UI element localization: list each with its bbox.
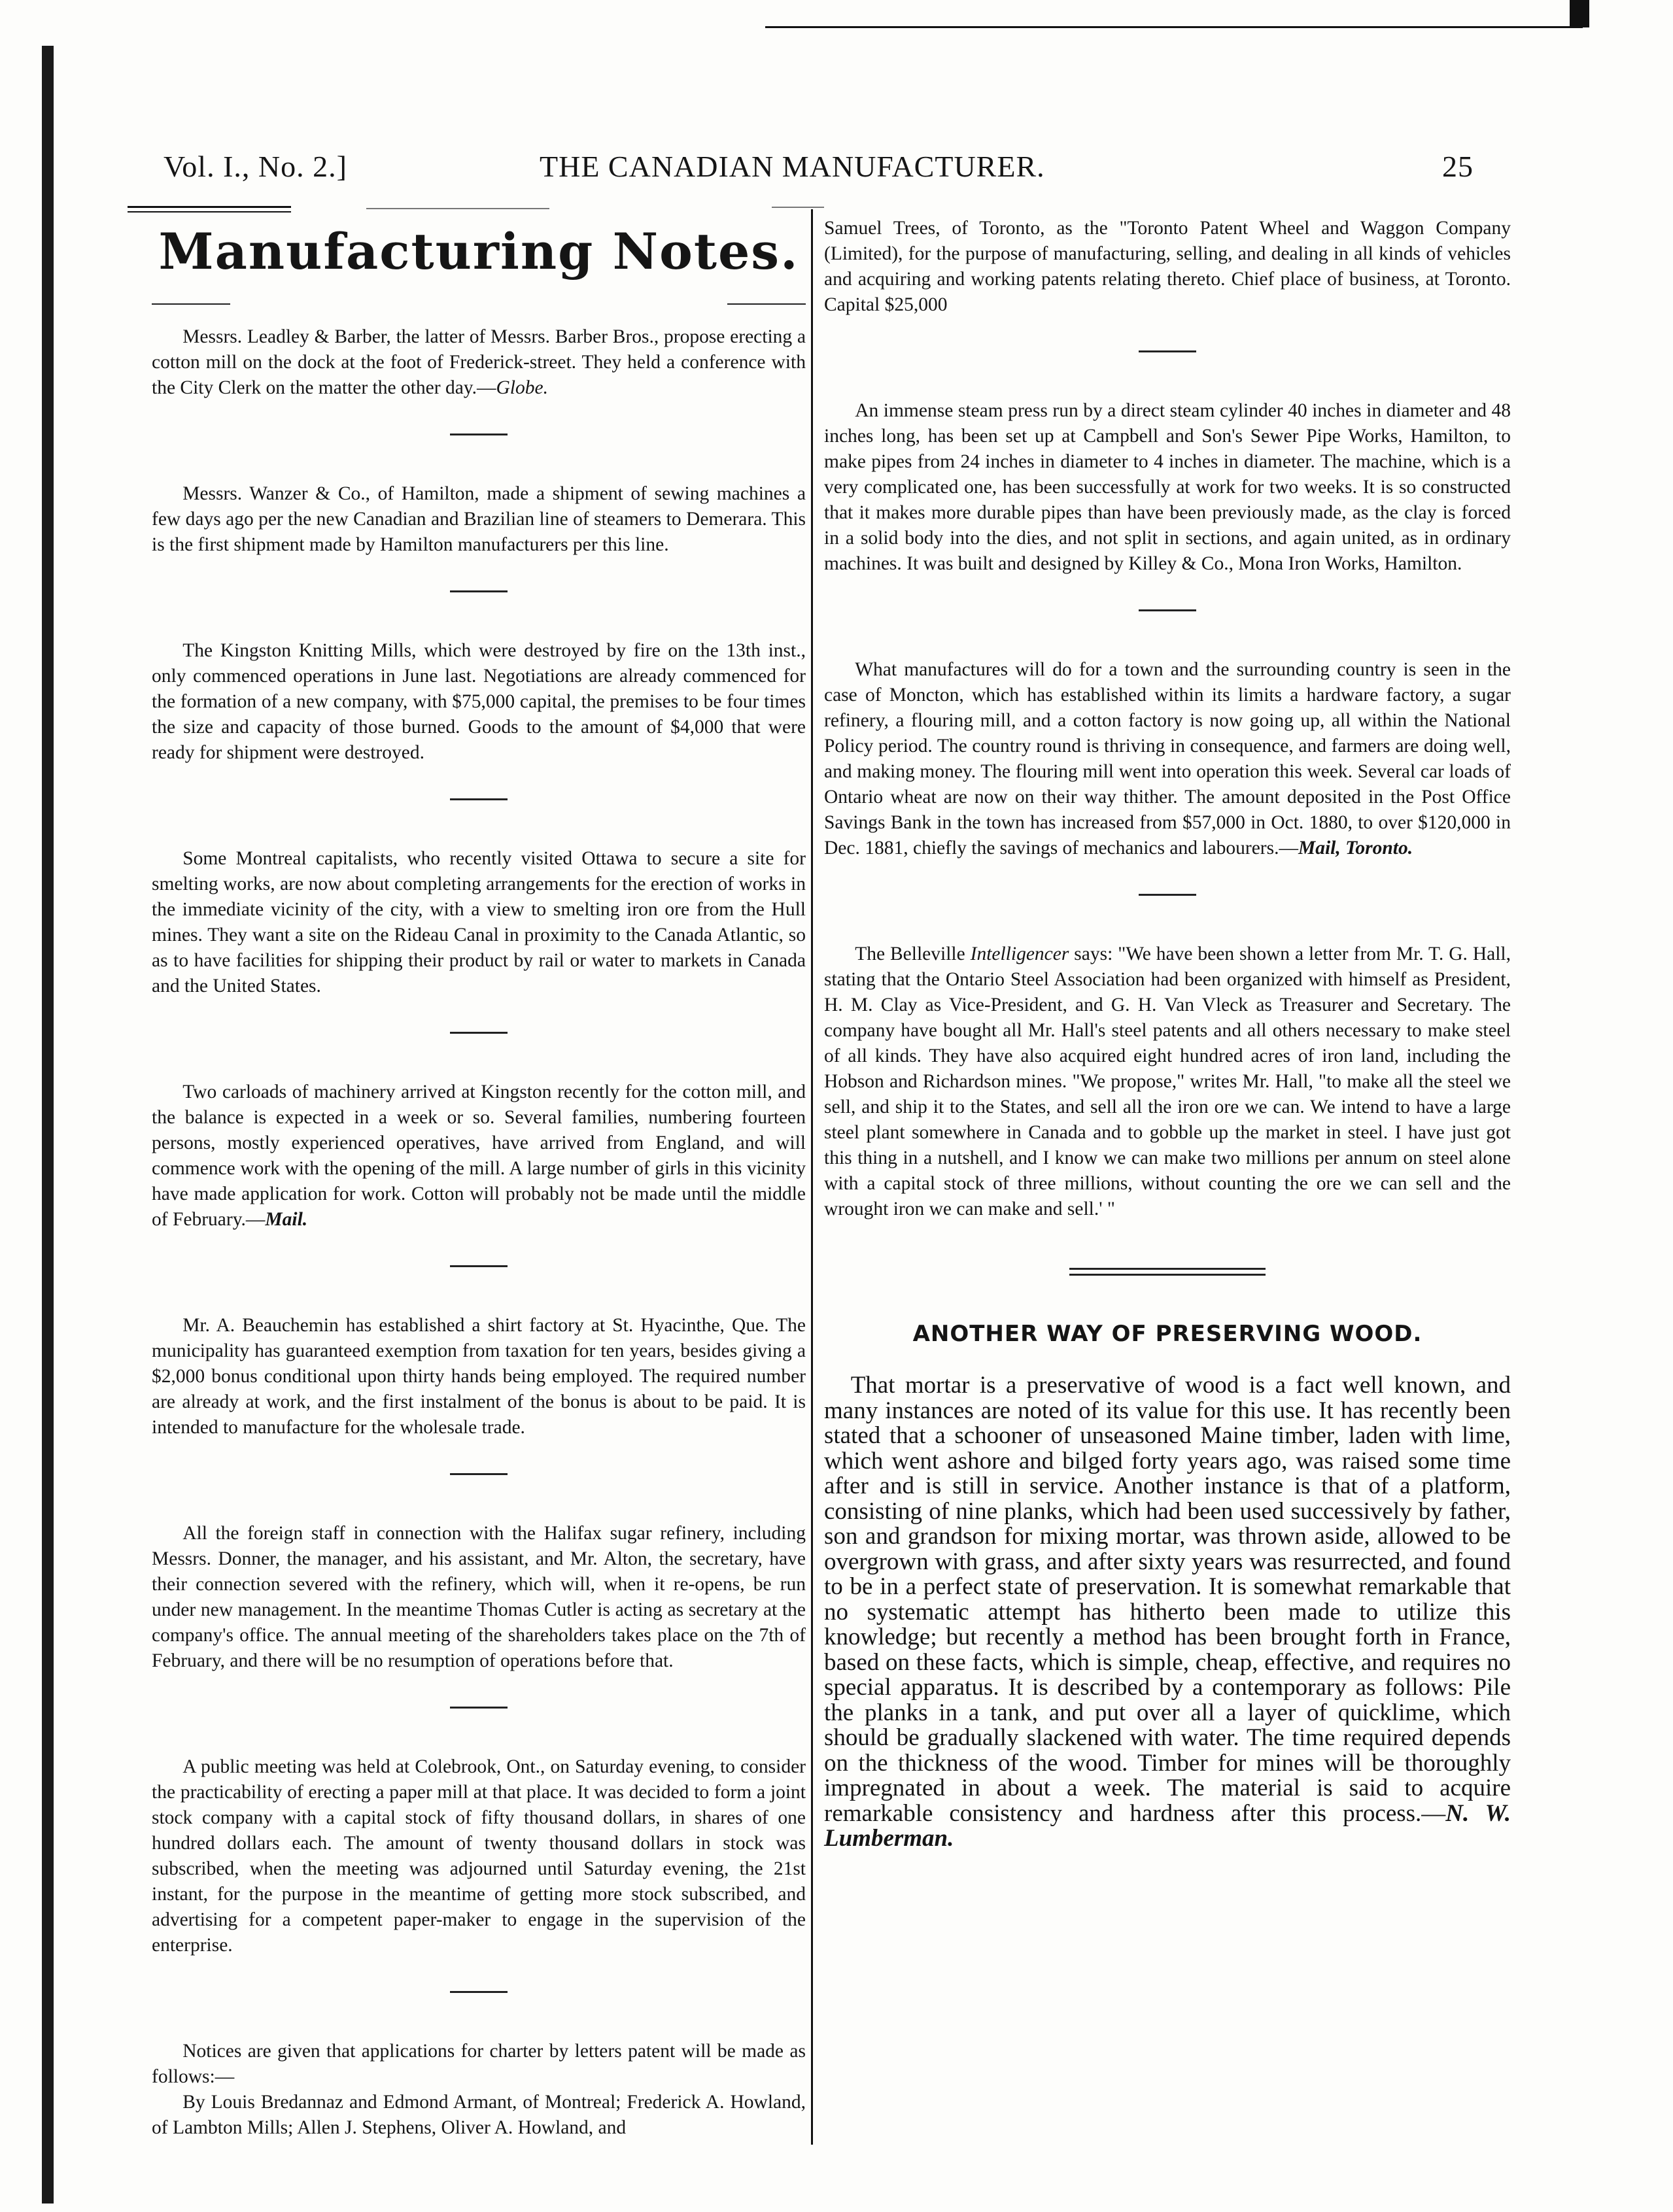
note-kingston-knitting: The Kingston Knitting Mills, which were destroyed by fire on the 13th inst., only commenced operations in June last. Negotiations are already commenced for the formation of a new company, with $75,000 capital, the premises to be four times the size and capacity of those burned. Goods to the amount of $4,000 that were ready for shipment were destroyed. — [152, 640, 806, 763]
separator — [450, 1032, 508, 1034]
separator — [450, 590, 508, 592]
note-charter-notices: Notices are given that applications for charter by letters patent will be made as follows:— — [152, 2041, 806, 2087]
header-title: THE CANADIAN MANUFACTURER. — [540, 150, 1045, 183]
top-right-mark — [1570, 0, 1589, 27]
separator — [1139, 894, 1196, 896]
left-margin-bar — [42, 46, 54, 2203]
note-charter-continued: Samuel Trees, of Toronto, as the "Toronto Patent Wheel and Waggon Company (Limited), for the purpose of manufacturing, selling, and dealing in all kinds of vehicles and acquiring and working patents relating thereto. Chief place of business, at Toronto. Capital $25,000 — [824, 218, 1511, 315]
left-column — [152, 196, 806, 2141]
separator — [450, 1991, 508, 1993]
header-page-number: 25 — [1442, 150, 1474, 183]
note-halifax-refinery: All the foreign staff in connection with the Halifax sugar refinery, including Messrs. Donner, the manager, and his assistant, and Mr. Alton, the secretary, have their connection severed with the refinery, which will, when it re-opens, be run under new management. In the meantime Thomas Cutler is acting as secretary at the company's office. The annual meeting of the shareholders takes place on the 7th of February, and there will be no resumption of operations before that. — [152, 1523, 806, 1671]
separator — [450, 1707, 508, 1709]
note-moncton: What manufactures will do for a town and the surrounding country is seen in the case of Moncton, which has established within its limits a hardware factory, a sugar refinery, a flouring mill, and a cotton factory is now going up, all within the National Policy period. The country round is thriving in consequence, and farmers are doing well, and making money. The flouring mill went into operation this week. Several car loads of Ontario wheat are now on their way thither. The amount deposited in the Post Office Savings Bank in the town has increased from $57,000 in Oct. 1880, to over $120,000 in Dec. 1881, chiefly the savings of mechanics and labourers.—Mail, Toronto. — [824, 659, 1511, 859]
note-steam-press: An immense steam press run by a direct steam cylinder 40 inches in diameter and 48 inches long, has been set up at Campbell and Son's Sewer Pipe Works, Hamilton, to make pipes from 24 inches in diameter to 4 inches in diameter. The machine, which is a very complicated one, has been successfully at work for two weeks. It is so constructed that it makes more durable pipes than have been previously made, as the clay is forced in a solid body into the dies, and not split in sections, and again united, as in ordinary machines. It was built and designed by Killey & Co., Mona Iron Works, Hamilton. — [824, 400, 1511, 574]
note-charter-applicants: By Louis Bredannaz and Edmond Armant, of Montreal; Frederick A. Howland, of Lambton Mills; Allen J. Stephens, Oliver A. Howland, and — [152, 2092, 806, 2138]
note-leadley-barber: Messrs. Leadley & Barber, the latter of Messrs. Barber Bros., propose erecting a cotton mill on the dock at the foot of Frederick-street. They held a conference with the City Clerk on the matter the other day.—Globe. — [152, 326, 806, 398]
article-title: ANOTHER WAY OF PRESERVING WOOD. — [912, 1321, 1423, 1347]
section-title: Manufacturing Notes. — [158, 222, 799, 281]
separator — [450, 1265, 508, 1267]
separator — [450, 798, 508, 800]
separator — [450, 1473, 508, 1475]
column-divider — [811, 209, 813, 2145]
note-belleville-steel: The Belleville Intelligencer says: "We have been shown a letter from Mr. T. G. Hall, stating that the Ontario Steel Association had been organized with himself as President, H. M. Clay as Vice-President, and G. H. Van Vleck as Treasurer and Secretary. The company have bought all Mr. Hall's steel patents and all others necessary to make steel of all kinds. They have also acquired eight hundred acres of iron land, including the Hobson and Richardson mines. "We propose," writes Mr. Hall, "to make all the steel we sell, and ship it to the States, and sell all the iron ore we can. We intend to have a large steel plant somewhere in Canada and to gobble up the market in steel. I have just got this thing in a nutshell, and I know we can make two millions per annum on steel alone with a capital stock of three millions, without counting the ore we can sell and the wrought iron we can make and sell.' " — [824, 944, 1511, 1219]
note-montreal-smelting: Some Montreal capitalists, who recently visited Ottawa to secure a site for smelting works, are now about completing arrangements for the erection of works in the immediate vicinity of the city, with a view to smelting iron ore from the Hull mines. They want a site on the Rideau Canal in proximity to the Canada Atlantic, so as to have facilities for shipping their product by rail or water to markets in Canada and the United States. — [152, 848, 806, 996]
double-separator — [1069, 1268, 1266, 1276]
right-column — [824, 216, 1511, 1852]
separator — [1139, 350, 1196, 352]
article-body: That mortar is a preservative of wood is a fact well known, and many instances are noted of its value for this use. It has recently been stated that a schooner of unseasoned Maine timber, laden with lime, which went ashore and bilged forty years ago, was raised some time after and is still in service. Another instance is that of a platform, consisting of nine planks, which had been used successively by father, son and grandson for mixing mortar, was thrown aside, allowed to be overgrown with grass, and after sixty years was resurrected, and found to be in a perfect state of preservation. It is somewhat remarkable that no systematic attempt has hitherto been made to utilize this knowledge; but recently a method has been brought forth in France, based on these facts, which is simple, cheap, effective, and requires no special apparatus. It is described by a contemporary as follows: Pile the planks in a tank, and put over all a layer of quicklime, which should be gradually slackened with water. The time required depends on the thickness of the wood. Timber for mines will be thoroughly impregnated in about a week. The material is said to acquire remarkable consistency and hardness after this process.—N. W. Lumberman. — [824, 1372, 1511, 1852]
note-kingston-cotton: Two carloads of machinery arrived at Kingston recently for the cotton mill, and the balance is expected in a week or so. Several families, numbering fourteen persons, mostly experienced operatives, have arrived from England, and will commence work with the opening of the mill. A large number of girls in this vicinity have made application for work. Cotton will probably not be made until the middle of February.—Mail. — [152, 1081, 806, 1230]
note-wanzer: Messrs. Wanzer & Co., of Hamilton, made a shipment of sewing machines a few days ago per the new Canadian and Brazilian line of steamers to Demerara. This is the first shipment made by Hamilton manufacturers per this line. — [152, 483, 806, 555]
header-volume: Vol. I., No. 2.] — [164, 150, 347, 183]
top-edge-rule — [765, 26, 1583, 28]
separator — [450, 434, 508, 435]
note-colebrook-paper-mill: A public meeting was held at Colebrook, Ont., on Saturday evening, to consider the practicability of erecting a paper mill at that place. It was decided to form a joint stock company with a capital stock of fifty thousand dollars, in shares of one hundred dollars each. The amount of twenty thousand dollars in stock was subscribed, when the meeting was adjourned until Saturday evening, the 21st instant, for the purpose in the meantime of getting more stock subscribed, and advertising for a competent paper-maker to engage in the supervision of the enterprise. — [152, 1756, 806, 1956]
note-beauchemin: Mr. A. Beauchemin has established a shirt factory at St. Hyacinthe, Que. The municipality has guaranteed exemption from taxation for ten years, besides giving a $2,000 bonus conditional upon thirty hands being employed. The required number are already at work, and the first instalment of the bonus is about to be paid. It is intended to manufacture for the wholesale trade. — [152, 1315, 806, 1438]
separator — [1139, 609, 1196, 611]
section-title-rule — [152, 303, 806, 305]
